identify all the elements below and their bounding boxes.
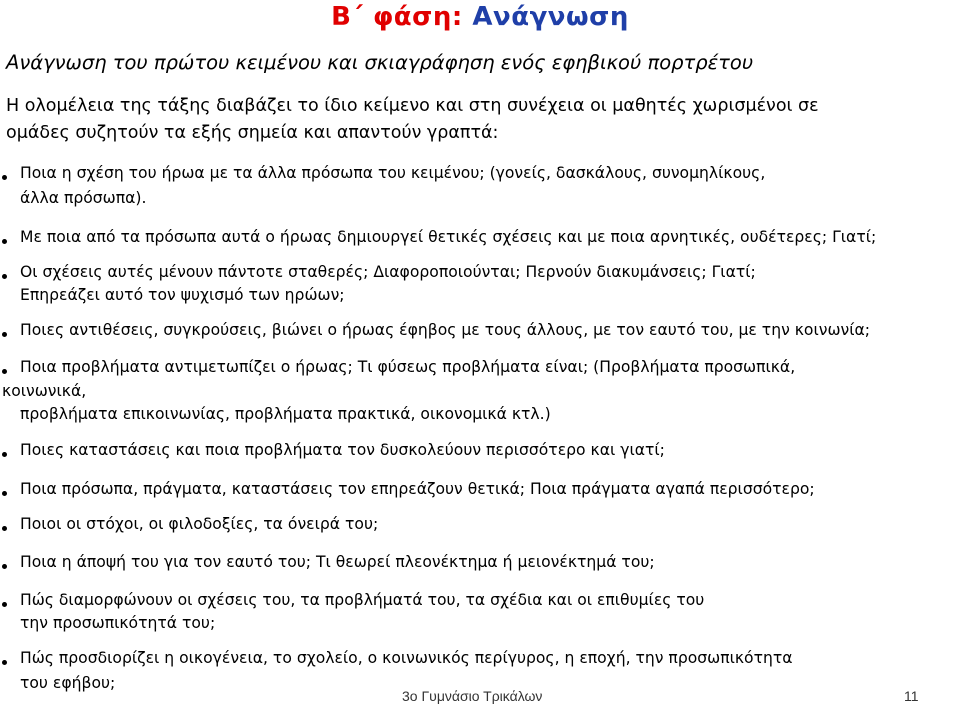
question-5-line-3: προβλήματα επικοινωνίας, προβλήματα πρακτικά, οικονομικά κτλ.)	[20, 405, 551, 423]
page-number: 11	[904, 688, 919, 704]
question-10-line-1: Πώς διαμορφώνουν οι σχέσεις του, τα προβλήματά του, τα σχέδια και οι επιθυμίες του	[20, 591, 705, 609]
question-4-line-1: Ποιες αντιθέσεις, συγκρούσεις, βιώνει ο ήρωας έφηβος με τους άλλους, με τον εαυτό του, με την κοινωνία;	[20, 321, 871, 339]
intro-line-2: ομάδες συζητούν τα εξής σημεία και απαντούν γραπτά:	[6, 123, 499, 143]
page-title	[0, 2, 960, 32]
question-8-line-1: Ποιοι οι στόχοι, οι φιλοδοξίες, τα όνειρά του;	[20, 515, 379, 533]
question-9-line-1: Ποια η άποψή του για τον εαυτό του; Τι θεωρεί πλεονέκτημα ή μειονέκτημά του;	[20, 553, 655, 571]
question-11-line-1: Πώς προσδιορίζει η οικογένεια, το σχολείο, ο κοινωνικός περίγυρος, η εποχή, την προσωπικότητα	[20, 649, 793, 667]
bullet-icon	[2, 526, 7, 531]
bullet-icon	[2, 369, 7, 374]
bullet-icon	[2, 564, 7, 569]
intro-line-1: Η ολομέλεια της τάξης διαβάζει το ίδιο κείμενο και στη συνέχεια οι μαθητές χωρισμένοι σε	[6, 96, 819, 116]
footer-school: 3ο Γυμνάσιο Τρικάλων	[402, 688, 543, 704]
question-3-line-2: Επηρεάζει αυτό τον ψυχισμό των ηρώων;	[20, 286, 345, 304]
question-2-line-1: Με ποια από τα πρόσωπα αυτά ο ήρωας δημιουργεί θετικές σχέσεις και με ποια αρνητικές, ουδέτερες; Γιατί;	[20, 228, 877, 246]
bullet-icon	[2, 332, 7, 337]
bullet-icon	[2, 175, 7, 180]
question-5-line-2: κοινωνικά,	[2, 382, 87, 400]
bullet-icon	[2, 602, 7, 607]
question-7-line-1: Ποια πρόσωπα, πράγματα, καταστάσεις τον επηρεάζουν θετικά; Ποια πράγματα αγαπά περισσότερο;	[20, 480, 815, 498]
bullet-icon	[2, 274, 7, 279]
question-3-line-1: Οι σχέσεις αυτές μένουν πάντοτε σταθερές; Διαφοροποιούνται; Περνούν διακυμάνσεις; Γιατί;	[20, 263, 756, 281]
question-5-line-1: Ποια προβλήματα αντιμετωπίζει ο ήρωας; Τι φύσεως προβλήματα είναι; (Προβλήματα προσωπικά,	[20, 358, 796, 376]
bullet-icon	[2, 239, 7, 244]
question-6-line-1: Ποιες καταστάσεις και ποια προβλήματα τον δυσκολεύουν περισσότερο και γιατί;	[20, 441, 665, 459]
title-main: Ανάγνωση	[472, 2, 629, 32]
bullet-icon	[2, 452, 7, 457]
title-prefix: Β΄ φάση:	[331, 2, 463, 32]
question-11-line-2: του εφήβου;	[20, 674, 116, 692]
question-1-line-1: Ποια η σχέση του ήρωα με τα άλλα πρόσωπα του κειμένου; (γονείς, δασκάλους, συνομηλίκους,	[20, 164, 766, 182]
bullet-icon	[2, 660, 7, 665]
subtitle: Ανάγνωση του πρώτου κειμένου και σκιαγράφηση ενός εφηβικού πορτρέτου	[6, 51, 754, 74]
bullet-icon	[2, 491, 7, 496]
question-1-line-2: άλλα πρόσωπα).	[20, 189, 147, 207]
question-10-line-2: την προσωπικότητά του;	[20, 614, 216, 632]
